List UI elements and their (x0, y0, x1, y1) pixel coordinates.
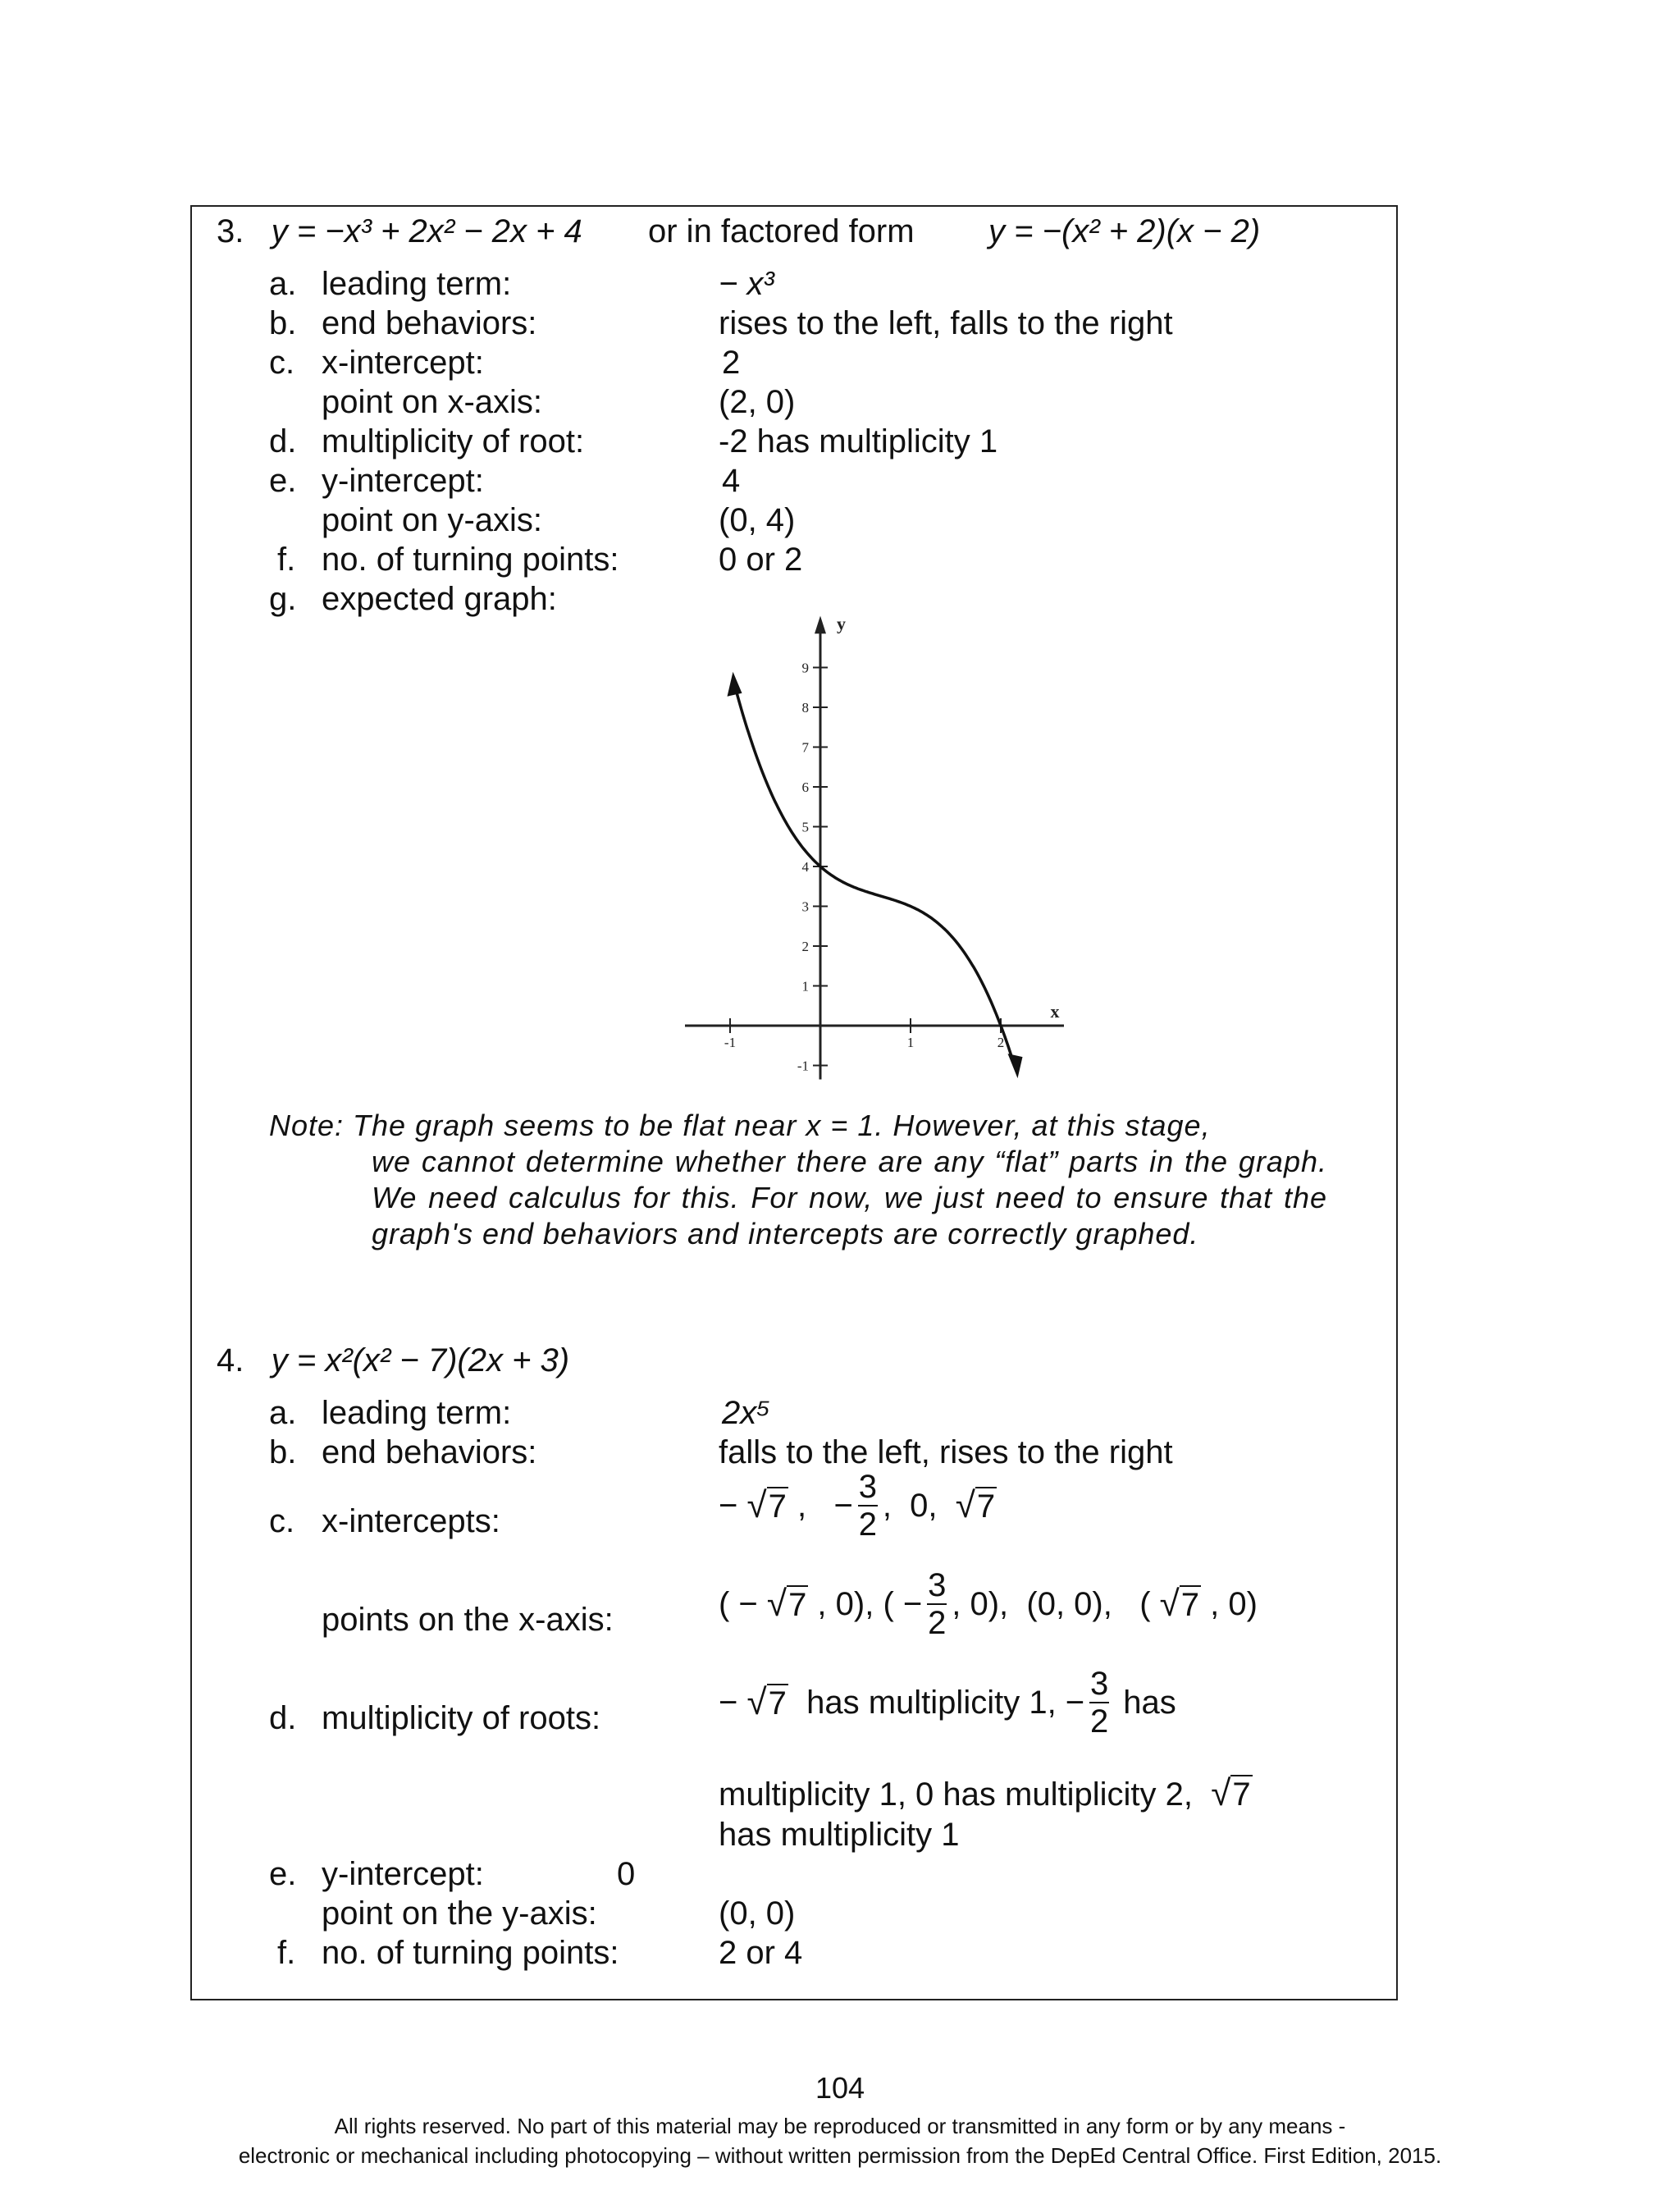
y-tick-label: 9 (801, 660, 809, 676)
p4-row-c-value: − √7 , − $\frac{3}{2}$ , 0, √7 (719, 1469, 996, 1543)
problem-4-header (217, 1341, 569, 1380)
y-tick-label: 6 (801, 780, 809, 795)
p3-row-a-value: − x³ (719, 266, 774, 302)
d-has-multiplicity-1: has multiplicity 1, (806, 1685, 1057, 1721)
p3-row-f-value: 0 or 2 (719, 542, 803, 578)
fraction-three-halves (927, 1567, 947, 1641)
problem-4-equation: y = x²(x² − 7)(2x + 3) (271, 1342, 570, 1378)
frac-den: 2 (858, 1506, 877, 1543)
y-tick-label: 4 (801, 859, 809, 875)
p3-row-e-label: e. (269, 463, 297, 499)
y-tick-label: 5 (801, 819, 809, 835)
problem-4-number: 4. (217, 1342, 244, 1378)
zero-root: 0, (910, 1488, 938, 1524)
p3-row-c2-value: (2, 0) (719, 384, 796, 420)
frac-num: 3 (858, 1469, 877, 1505)
p4-row-b-text: end behaviors: (322, 1434, 537, 1470)
sqrt-seven: 7 (768, 1488, 787, 1525)
p3-row-g-label: g. (269, 581, 297, 617)
p4-row-d-line3: has multiplicity 1 (719, 1817, 960, 1853)
p4-row-c2-value: ( − √7 , 0), ( − $\frac{3}{2}$ , 0), (0, 0), ( √7 , 0) (719, 1567, 1258, 1641)
p3-row-d-text: multiplicity of root: (322, 423, 585, 459)
p3-row-e2-text: point on y-axis: (322, 502, 543, 538)
y-tick-label: 8 (801, 700, 809, 716)
y-axis-label: y (837, 613, 846, 634)
p4-row-d-label: d. (269, 1700, 297, 1736)
p4-row-a-value: 2x⁵ (722, 1395, 771, 1431)
p3-row-b-value: rises to the left, falls to the right (719, 305, 1173, 341)
fraction-three-halves (858, 1469, 878, 1543)
sqrt-seven: 7 (768, 1685, 787, 1721)
p4-row-c-text: x-intercepts: (322, 1503, 500, 1539)
p4-row-e-text: y-intercept: (322, 1856, 484, 1892)
p4-row-e2-text: point on the y-axis: (322, 1895, 597, 1932)
p3-row-a-label: a. (269, 266, 297, 302)
p4-row-b-label: b. (269, 1434, 297, 1470)
graph-note (269, 1108, 1327, 1252)
p3-row-c2-text: point on x-axis: (322, 384, 543, 420)
frac-den: 2 (1090, 1703, 1109, 1740)
sqrt-seven: 7 (1232, 1776, 1251, 1813)
p3-row-f-text: no. of turning points: (322, 542, 619, 578)
p3-row-g-text: expected graph: (322, 581, 557, 617)
curve-arrow-left (728, 672, 742, 697)
y-tick-label: 1 (801, 978, 809, 994)
p3-row-c-text: x-intercept: (322, 345, 484, 381)
frac-num: 3 (928, 1567, 947, 1603)
note-first-line: Note: The graph seems to be flat near x = 1. However, at this stage, (269, 1109, 1211, 1142)
p3-row-d-label: d. (269, 423, 297, 459)
p4-row-a-text: leading term: (322, 1395, 512, 1431)
footer-rights-line2: electronic or mechanical including photocopying – without written permission from the DepEd Central Office. First Edition, 2015. (238, 2143, 1442, 2168)
curve-arrow-right (1008, 1054, 1023, 1078)
x-tick-label: -1 (724, 1035, 737, 1050)
d-line2-text: multiplicity 1, 0 has multiplicity 2, (719, 1776, 1193, 1813)
footer-rights-line1: All rights reserved. No part of this material may be reproduced or transmitted in any form or by any means - (334, 2114, 1346, 2138)
p4-row-d-text: multiplicity of roots: (322, 1700, 601, 1736)
problem-3-header (217, 212, 582, 251)
y-tick-label: 3 (801, 898, 809, 915)
problem-3-connector: or in factored form (648, 213, 915, 249)
problem-3-number: 3. (217, 213, 244, 249)
x-tick-label: 1 (906, 1035, 915, 1050)
sqrt-seven: 7 (1180, 1586, 1200, 1623)
p3-row-d-value: -2 has multiplicity 1 (719, 423, 998, 459)
y-tick-label: -1 (797, 1058, 809, 1074)
p3-row-e-text: y-intercept: (322, 463, 484, 499)
p4-row-a-label: a. (269, 1395, 297, 1431)
p3-row-b-text: end behaviors: (322, 305, 537, 341)
p4-row-c-label: c. (269, 1503, 295, 1539)
p4-row-e-value: 0 (617, 1856, 636, 1892)
p4-row-d-value: − √7 has multiplicity 1, − $\frac{3}{2}$ has (719, 1666, 1176, 1740)
p3-row-a-text: leading term: (322, 266, 512, 302)
p3-row-c-value: 2 (722, 345, 741, 381)
fraction-three-halves (1089, 1666, 1109, 1740)
frac-den: 2 (928, 1605, 947, 1641)
cubic-graph (697, 613, 1066, 1100)
page-number: 104 (815, 2071, 865, 2105)
sqrt-seven: 7 (788, 1586, 807, 1623)
y-tick-label: 2 (801, 939, 809, 954)
p4-row-d-line2: multiplicity 1, 0 has multiplicity 2, √7 (719, 1773, 1251, 1813)
p4-row-b-value: falls to the left, rises to the right (719, 1434, 1173, 1470)
p4-row-e-label: e. (269, 1856, 297, 1892)
x-axis-label: x (1050, 1001, 1060, 1022)
p3-row-f-label: f. (277, 542, 296, 578)
frac-num: 3 (1090, 1666, 1109, 1702)
curve-line (735, 685, 1015, 1065)
p4-row-f-text: no. of turning points: (322, 1935, 619, 1971)
problem-3-factored: y = −(x² + 2)(x − 2) (988, 213, 1261, 249)
p4-row-c2-text: points on the x-axis: (322, 1602, 614, 1638)
p3-row-e2-value: (0, 4) (719, 502, 796, 538)
sqrt-seven: 7 (976, 1488, 996, 1525)
note-remaining-text: we cannot determine whether there are any “flat” parts in the graph. We need calculus for this. For now, we just need to ensure that the graph's end behaviors and intercepts are correctly graphed. (372, 1145, 1327, 1250)
d-has: has (1123, 1685, 1176, 1721)
p4-row-f-value: 2 or 4 (719, 1935, 803, 1971)
problem-3-equation: y = −x³ + 2x² − 2x + 4 (271, 213, 582, 249)
p4-row-e2-value: (0, 0) (719, 1895, 796, 1932)
p4-row-f-label: f. (277, 1935, 296, 1971)
p3-row-b-label: b. (269, 305, 297, 341)
p3-row-c-label: c. (269, 345, 295, 381)
p3-row-e-value: 4 (722, 463, 741, 499)
x-tick-label: 2 (997, 1035, 1005, 1050)
y-tick-label: 7 (801, 739, 809, 756)
